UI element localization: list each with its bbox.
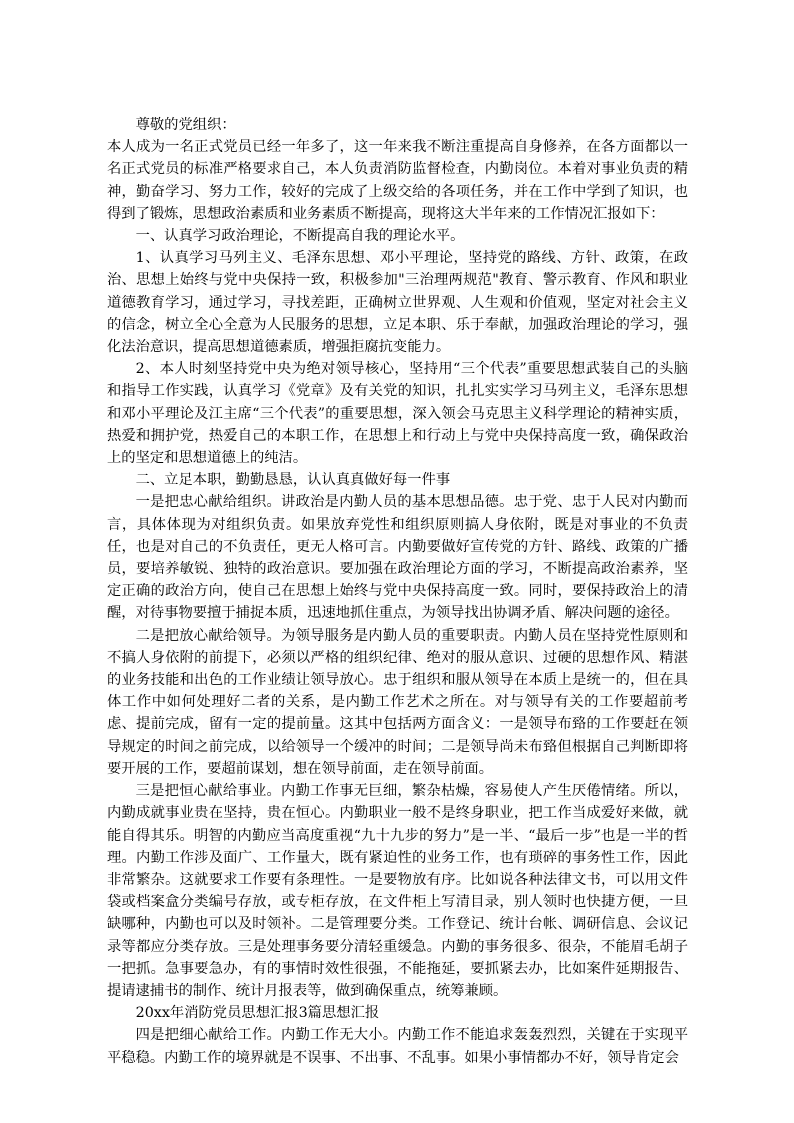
paragraph-leadership: 二是把放心献给领导。为领导服务是内勤人员的重要职责。内勤人员在坚持党性原则和不搞人身依附的前提下，必须以严格的组织纪律、绝对的服从意识、过硬的思想作风、精湛的业务技能和出色的工作业绩让领导放心。忠于组织和服从领导在本质上是统一的，但在具体工作中如何处理好二者的关系，是内勤工作艺术之所在。对与领导有关的工作要超前考虑、提前完成，留有一定的提前量。这其中包括两方面含义：一是领导布臵的工作要赶在领导规定的时间之前完成，以给领导一个缓冲的时间；二是领导尚未布臵但根据自己判断即将要开展的工作，要超前谋划，想在领导前面，走在领导前面。 (107, 627, 688, 777)
paragraph-perseverance: 三是把恒心献给事业。内勤工作事无巨细，繁杂枯燥，容易使人产生厌倦情绪。所以，内勤成就事业贵在坚持，贵在恒心。内勤职业一般不是终身职业，把工作当成爱好来做，就能自得其乐。明智的内勤应当高度重视“九十九步的努力”是一半、“最后一步”也是一半的哲理。内勤工作涉及面广、工作量大，既有紧迫性的业务工作，也有琐碎的事务性工作，因此非常繁杂。这就要求工作要有条理性。一是要物放有序。比如说各种法律文书，可以用文件袋或档案盒分类编号存放，或专柜存放，在文件柜上写清目录，别人领时也快捷方便，一旦缺哪种，内勤也可以及时领补。二是管理要分类。工作登记、统计台帐、调研信息、会议记录等都应分类存放。三是处理事务要分清轻重缓急。内勤的事务很多、很杂，不能眉毛胡子一把抓。急事要急办，有的事情时效性很强，不能拖延，要抓紧去办，比如案件延期报告、提请逮捕书的制作、统计月报表等，做到确保重点，统筹兼顾。 (107, 783, 688, 999)
paragraph-study-2: 2、本人时刻坚持党中央为绝对领导核心，坚持用“三个代表”重要思想武装自己的头脑和指导工作实践，认真学习《党章》及有关党的知识，扎扎实实学习马列主义，毛泽东思想和邓小平理论及江主席“三个代表”的重要思想，深入领会马克思主义科学理论的精神实质，热爱和拥护党，热爱自己的本职工作，在思想上和行动上与党中央保持高度一致，确保政治上的坚定和思想道德上的纯洁。 (107, 361, 688, 467)
salutation: 尊敬的党组织： (135, 117, 236, 133)
paragraph-loyalty: 一是把忠心献给组织。讲政治是内勤人员的基本思想品德。忠于党、忠于人民对内勤而言，具体体现为对组织负责。如果放弃党性和组织原则搞人身依附，既是对事业的不负责任，也是对自己的不负责任，更无人格可言。内勤要做好宣传党的方针、路线、政策的广播员，要培养敏锐、独特的政治意识。要加强在政治理论方面的学习，不断提高政治素养，坚定正确的政治方向，使自己在思想上始终与党中央保持高度一致。同时，要保持政治上的清醒，对待事物要擅于捕捉本质，迅速地抓住重点，为领导找出协调矛盾、解决问题的途径。 (107, 494, 688, 622)
inline-title: 20xx年消防党员思想汇报3篇思想汇报 (135, 1005, 380, 1022)
section-heading-2: 二、立足本职，勤勤恳恳，认认真真做好每一件事 (135, 472, 451, 489)
section-heading-1: 一、认真学习政治理论，不断提高自我的理论水平。 (135, 228, 465, 245)
paragraph-study-1: 1、认真学习马列主义、毛泽东思想、邓小平理论，坚持党的路线、方针、政策，在政治、思想上始终与党中央保持一致，积极参加"三治理两规范"教育、警示教育、作风和职业道德教育学习，通过学习，寻找差距，正确树立世界观、人生观和价值观，坚定对社会主义的信念，树立全心全意为人民服务的思想，立足本职、乐于奉献，加强政治理论的学习，强化法治意识，提高思想道德素质，增强拒腐抗变能力。 (107, 250, 688, 356)
document-page (107, 114, 688, 1069)
intro-paragraph: 本人成为一名正式党员已经一年多了，这一年来我不断注重提高自身修养，在各方面都以一名正式党员的标准严格要求自己，本人负责消防监督检查，内勤岗位。本着对事业负责的精神，勤奋学习、努力工作，较好的完成了上级交给的各项任务，并在工作中学到了知识，也得到了锻炼，思想政治素质和业务素质不断提高，现将这大半年来的工作情况汇报如下： (107, 139, 688, 222)
paragraph-carefulness: 四是把细心献给工作。内勤工作无大小。内勤工作不能追求轰轰烈烈，关键在于实现平平稳稳。内勤工作的境界就是不误事、不出事、不乱事。如果小事情都办不好，领导肯定会 (107, 1027, 688, 1066)
